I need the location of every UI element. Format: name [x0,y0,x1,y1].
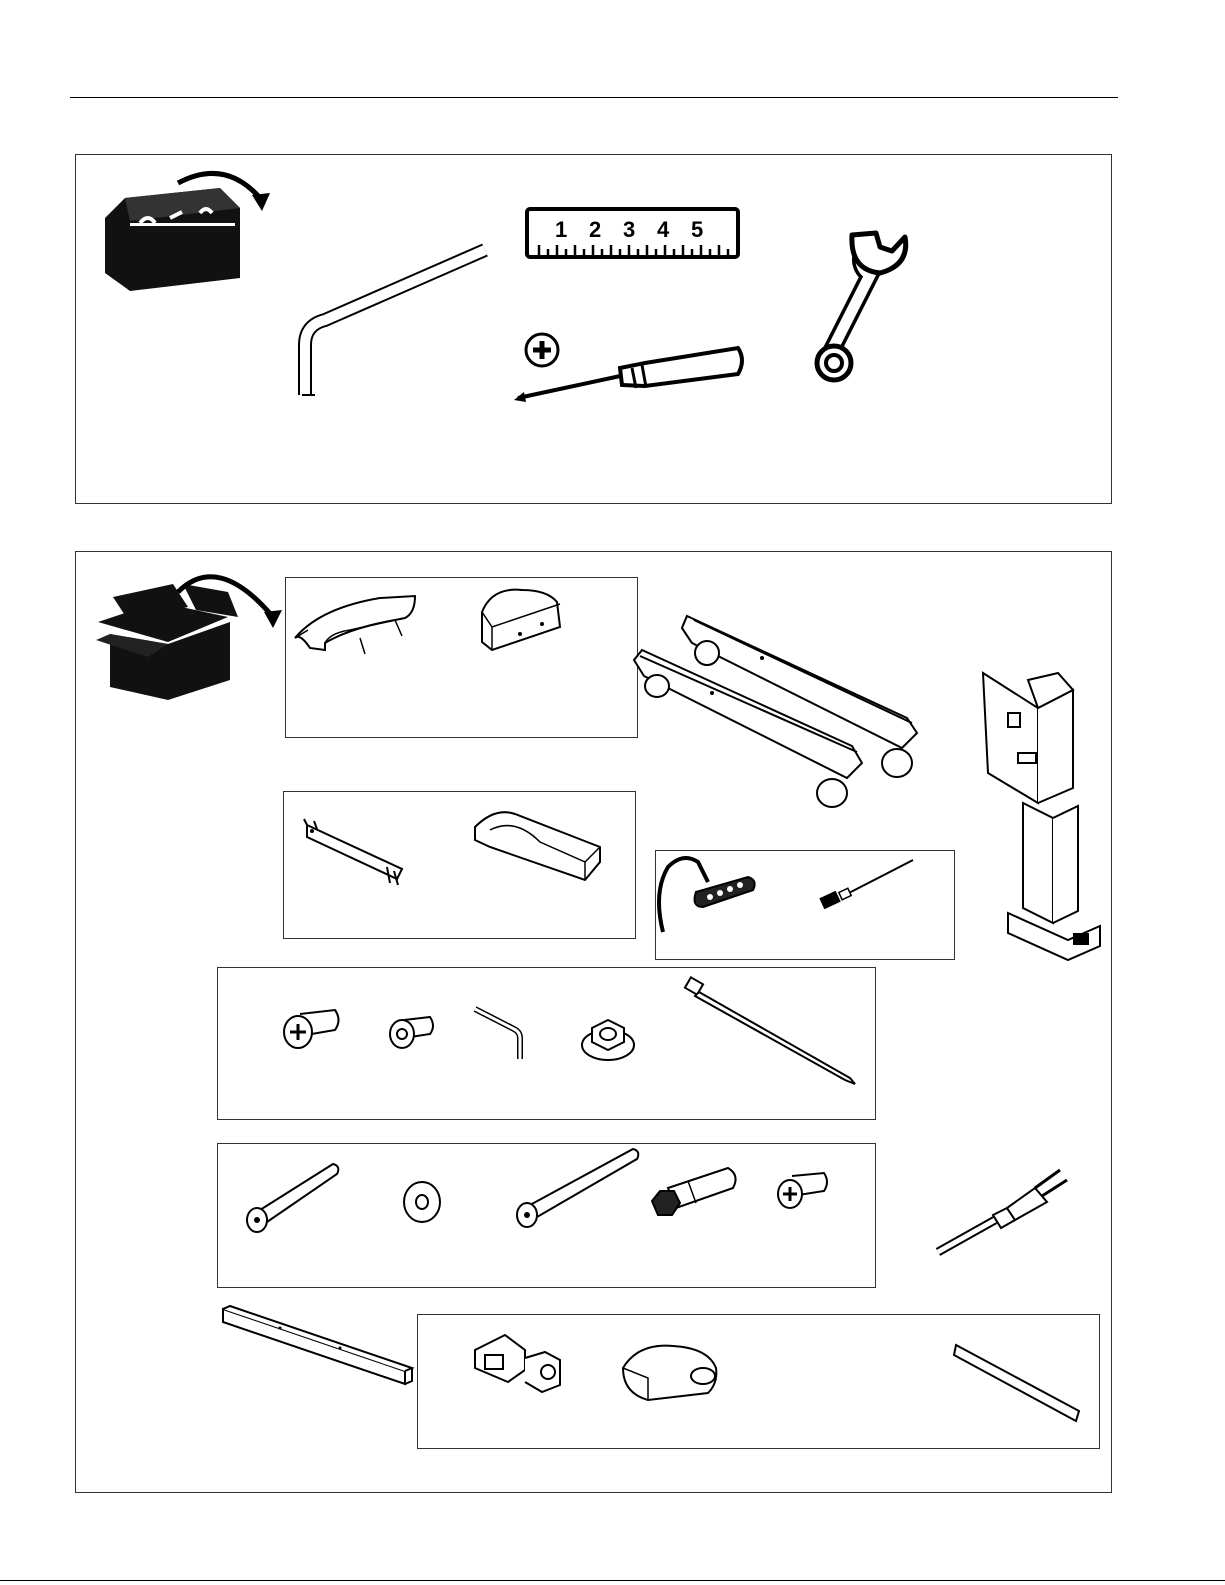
bottom-rule [0,1580,1225,1581]
ruler-number-1: 1 [555,217,568,242]
ruler-number-2: 2 [589,217,602,242]
extra-long-bolt-part [515,1145,645,1230]
power-cord-part [935,1160,1075,1260]
phillips-screw-small-part [774,1170,834,1215]
corner-cover-part [290,588,440,658]
end-cap-part [618,1338,728,1408]
mounting-clip-part [470,1330,570,1400]
end-cover-part [472,582,572,662]
ruler-icon [525,207,740,259]
top-rule [70,97,1118,98]
flange-nut-part [578,1010,638,1065]
cable-bracket-part [302,817,412,887]
cable-tie-part [685,978,865,1088]
base-legs-part [632,598,932,818]
phillips-screwdriver-icon [510,330,750,410]
threaded-standoff-part [648,1163,748,1223]
ruler-number-4: 4 [657,217,670,242]
strip-part [954,1343,1084,1428]
ruler-number-5: 5 [691,217,704,242]
washer-part [398,1177,448,1227]
wrench-icon [810,225,920,385]
small-allen-key-part [472,1004,532,1064]
ruler-number-3: 3 [623,217,636,242]
long-bolt-part [245,1160,345,1235]
handset-control-part [658,852,768,942]
data-cable-part [818,858,918,918]
open-box-icon [88,562,288,702]
base-cover-part [470,802,610,887]
allen-key-icon [295,235,495,405]
hex-socket-screw-part [388,1012,438,1057]
phillips-screw-part [280,1006,350,1056]
toolbox-icon [100,163,280,293]
cable-channel-part [220,1306,415,1391]
lift-column-part [978,668,1108,968]
